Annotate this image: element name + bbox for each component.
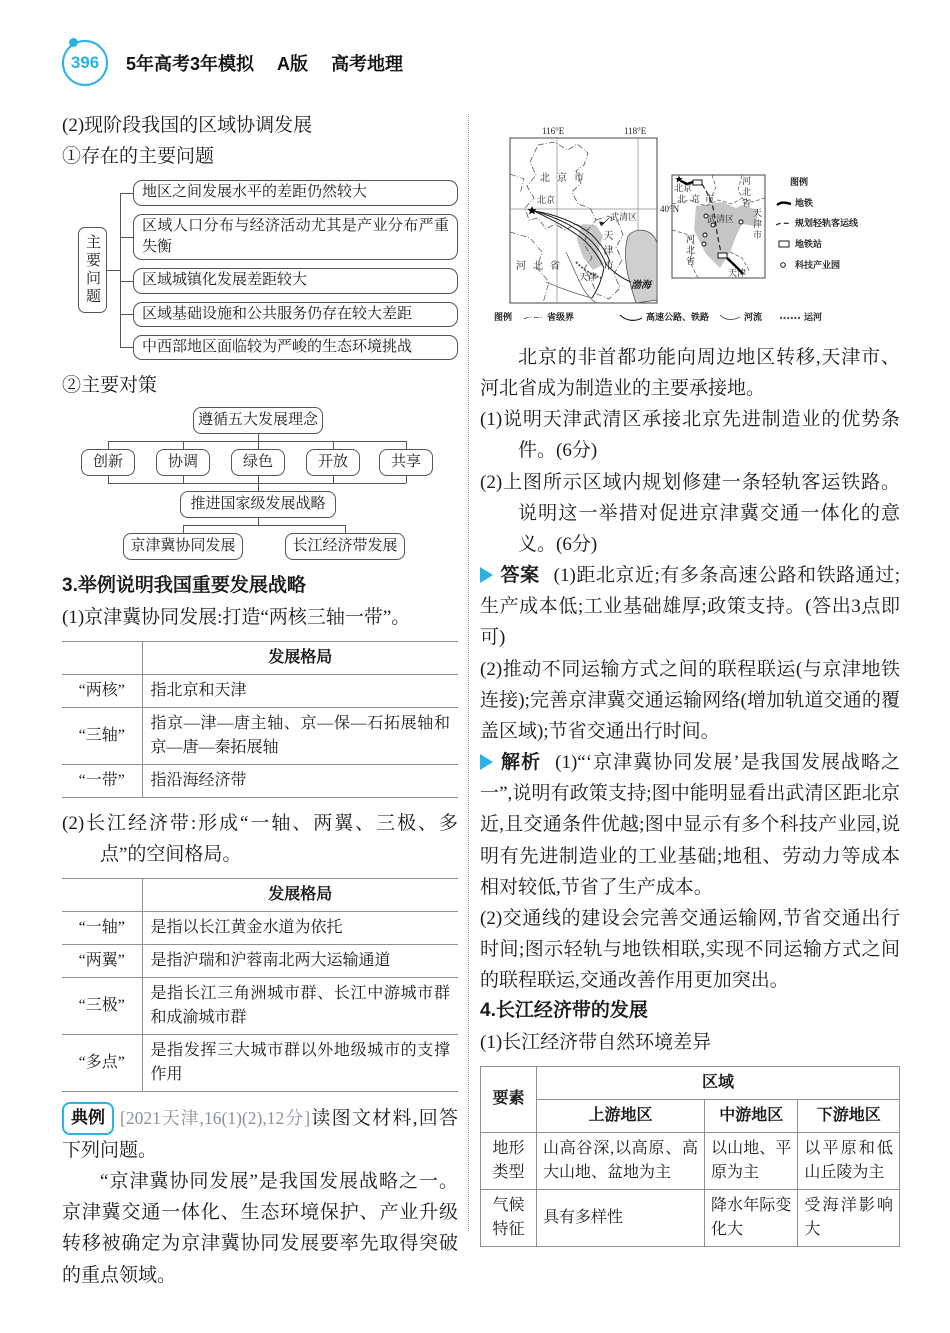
corner-header: 要素	[481, 1066, 537, 1132]
left-column	[62, 110, 458, 1291]
legend-metro-station: 地铁站	[795, 239, 823, 249]
factor-cell: 气候特征	[481, 1189, 537, 1246]
sea-label-bohai: 渤海	[631, 280, 651, 291]
table-header-row	[62, 641, 458, 674]
question-1: (1)说明天津武清区承接北京先进制造业的优势条件。(6分)	[480, 409, 900, 462]
legend-tech-park: 科技产业园	[795, 260, 841, 270]
flowchart-node: 地区之间发展水平的差距仍然较大	[133, 180, 458, 205]
table-header-row	[481, 1099, 900, 1132]
analysis-paragraph-1	[480, 747, 900, 903]
flowchart-node: 共享	[379, 449, 433, 476]
edition-label: A版	[277, 54, 309, 74]
flowchart-branches	[120, 180, 458, 360]
value-cell: 以山地、平原为主	[705, 1132, 798, 1189]
example-header	[62, 1102, 458, 1166]
legend-highway-railway: 高速公路、铁路	[646, 312, 710, 322]
term-cell: “一带”	[62, 764, 142, 797]
latitude-label: 40°N	[660, 204, 680, 214]
term-cell: “三轴”	[62, 707, 142, 764]
paragraph-env-differences: (1)长江经济带自然环境差异	[480, 1031, 712, 1053]
environment-difference-table	[480, 1066, 900, 1247]
legend-canal: 运河	[804, 312, 823, 322]
analysis-paragraph-2: (2)交通线的建设会完善交通运输网,节省交通出行时间;图示轻轨与地铁相联,实现不同运输方式之间的联程联运,交通改善作用更加突出。	[480, 907, 900, 992]
strategy-flowchart	[62, 407, 458, 561]
page-number: 396	[70, 53, 100, 72]
term-cell: “两翼”	[62, 945, 142, 978]
region-label-tianjin-province: 天津市	[601, 230, 612, 275]
answer-arrow-icon	[480, 567, 493, 583]
flowchart-node: 创新	[81, 449, 135, 476]
table-row	[481, 1189, 900, 1246]
flowchart-node: 中西部地区面临较为严峻的生态环境挑战	[133, 335, 458, 360]
problems-flowchart	[78, 180, 458, 360]
heading-yangtze-development: 4.长江经济带的发展	[480, 1000, 648, 1022]
table-header-row	[62, 879, 458, 912]
region-label-hebei-top: 河北省	[741, 176, 751, 209]
flowchart-node: 区域人口分布与经济活动尤其是产业分布严重失衡	[133, 214, 458, 261]
jingjinji-map-figure	[480, 112, 900, 334]
desc-cell: 是指以长江黄金水道为依托	[142, 912, 458, 945]
table-row	[481, 1132, 900, 1189]
column-header: 上游地区	[537, 1099, 705, 1132]
page-header	[62, 40, 898, 86]
right-column	[480, 110, 900, 1291]
value-cell: 降水年际变化大	[705, 1189, 798, 1246]
column-header: 发展格局	[142, 641, 458, 674]
paragraph-region-development: (2)现阶段我国的区域协调发展	[62, 115, 313, 136]
desc-cell: 指北京和天津	[142, 674, 458, 707]
region-header: 区域	[537, 1066, 900, 1099]
city-label-beijing: 北京	[537, 195, 556, 205]
desc-cell: 是指沪瑞和沪蓉南北两大运输通道	[142, 945, 458, 978]
example-intro: 读图文材料,回答下列问题。	[62, 1108, 458, 1161]
connector-trunk	[120, 193, 121, 347]
flowchart-node: 京津冀协同发展	[123, 533, 243, 560]
table-row	[62, 978, 458, 1035]
table-row	[62, 1035, 458, 1092]
value-cell: 具有多样性	[537, 1189, 705, 1246]
column-header: 中游地区	[705, 1099, 798, 1132]
legend-title: 图例	[494, 312, 513, 322]
term-cell: “两核”	[62, 674, 142, 707]
two-column-layout	[62, 110, 898, 1291]
heading-strategies: 3.举例说明我国重要发展战略	[62, 575, 306, 597]
region-label-beijing-province: 北京市	[540, 173, 591, 184]
region-label-tianjin-province: 天津市	[752, 208, 762, 241]
region-label-hebei-left: 河北省	[685, 234, 695, 267]
flowchart-node: 绿色	[231, 449, 285, 476]
legend-planned-light-rail: 规划轻轨客运线	[795, 218, 859, 228]
answer-label: 答案	[500, 565, 540, 587]
table-row	[62, 764, 458, 797]
subject-label: 高考地理	[331, 54, 404, 74]
paragraph-yangtze-belt: (2)长江经济带:形成“一轴、两翼、三极、多点”的空间格局。	[62, 812, 458, 865]
column-header: 下游地区	[798, 1099, 900, 1132]
desc-cell: 指京—津—唐主轴、京—保—石拓展轴和京—唐—秦拓展轴	[142, 707, 458, 764]
example-source: [2021天津,16(1)(2),12分]	[120, 1108, 311, 1129]
flowchart-node: 协调	[156, 449, 210, 476]
value-cell: 山高谷深,以高原、高大山地、盆地为主	[537, 1132, 705, 1189]
city-label-tianjin: 天津	[579, 272, 598, 282]
desc-cell: 是指长江三角洲城市群、长江中游城市群和成渝城市群	[142, 978, 458, 1035]
answer-paragraph-2: (2)推动不同运输方式之间的联程联运(与京津地铁连接);完善京津冀交通运输网络(增加轨道交通的覆盖区域);节省交通出行时间。	[480, 658, 900, 742]
analysis-arrow-icon	[480, 754, 493, 770]
table-header-row	[481, 1066, 900, 1099]
material-paragraph: 北京的非首都功能向周边地区转移,天津市、河北省成为制造业的主要承接地。	[480, 347, 900, 400]
yangtze-pattern-table	[62, 878, 458, 1092]
value-cell: 受海洋影响大	[798, 1189, 900, 1246]
table-row	[62, 674, 458, 707]
header-title	[126, 50, 421, 76]
district-label-wuqing: 武清区	[707, 214, 735, 224]
region-label-beijing-province: 北京市	[677, 194, 720, 204]
desc-cell: 是指发挥三大城市群以外地级城市的支撑作用	[142, 1035, 458, 1092]
city-label-beijing: 北京	[674, 183, 693, 193]
desc-cell: 指沿海经济带	[142, 764, 458, 797]
longitude-label: 118°E	[624, 126, 647, 136]
factor-cell: 地形类型	[481, 1132, 537, 1189]
value-cell: 以平原和低山丘陵为主	[798, 1132, 900, 1189]
answer-paragraph-1	[480, 560, 900, 653]
legend-provincial-boundary: 省级界	[547, 312, 575, 322]
column-divider	[468, 114, 469, 1231]
term-cell: “一轴”	[62, 912, 142, 945]
table-row	[62, 707, 458, 764]
flowchart-node: 区域城镇化发展差距较大	[133, 268, 458, 293]
series-title: 5年高考3年模拟	[126, 54, 255, 74]
city-label-tianjin: 天津	[728, 268, 747, 278]
region-label-hebei: 河北省	[516, 261, 567, 272]
flowchart-node: 区域基础设施和公共服务仍存在较大差距	[133, 302, 458, 327]
column-header: 发展格局	[142, 879, 458, 912]
example-badge: 典例	[62, 1102, 114, 1135]
connector-line	[107, 270, 120, 271]
flowchart-node: 推进国家级发展战略	[180, 491, 336, 518]
jingjinji-pattern-table	[62, 641, 458, 798]
legend-title: 图例	[790, 177, 809, 187]
example-material: “京津冀协同发展”是我国发展战略之一。京津冀交通一体化、生态环境保护、产业升级转移被确定为京津冀协同发展要率先取得突破的重点领域。	[62, 1171, 458, 1286]
paragraph-main-measures: ②主要对策	[62, 375, 158, 397]
analysis-label: 解析	[500, 752, 542, 774]
flowchart-node: 长江经济带发展	[285, 533, 405, 560]
term-cell: “三极”	[62, 978, 142, 1035]
paragraph-main-problems: ①存在的主要问题	[62, 146, 215, 168]
page-number-badge	[62, 40, 108, 86]
flowchart-node: 遵循五大发展理念	[193, 407, 323, 434]
term-cell: “多点”	[62, 1035, 142, 1092]
question-2: (2)上图所示区域内规划修建一条轻轨客运铁路。说明这一举措对促进京津冀交通一体化的意义。(6分)	[480, 471, 900, 555]
table-row	[62, 912, 458, 945]
answer-text-1: (1)距北京近;有多条高速公路和铁路通过;生产成本低;工业基础雄厚;政策支持。(答出3点即可)	[480, 565, 900, 649]
paragraph-jingjinji: (1)京津冀协同发展:打造“两核三轴一带”。	[62, 606, 411, 628]
flowchart-root-node: 主要问题	[78, 227, 107, 313]
legend-river: 河流	[744, 312, 763, 322]
legend-metro: 地铁	[795, 198, 814, 208]
table-row	[62, 945, 458, 978]
district-label-wuqing: 武清区	[610, 212, 638, 222]
longitude-label: 116°E	[542, 126, 565, 136]
analysis-text-1: (1)“‘京津冀协同发展’是我国发展战略之一”,说明有政策支持;图中能明显看出武清区距北京近,且交通条件优越;图中显示有多个科技产业园,说明有先进制造业的工业基础;地租、劳动力等成本相对较低,节省了生产成本。	[480, 752, 900, 898]
flowchart-node: 开放	[306, 449, 360, 476]
